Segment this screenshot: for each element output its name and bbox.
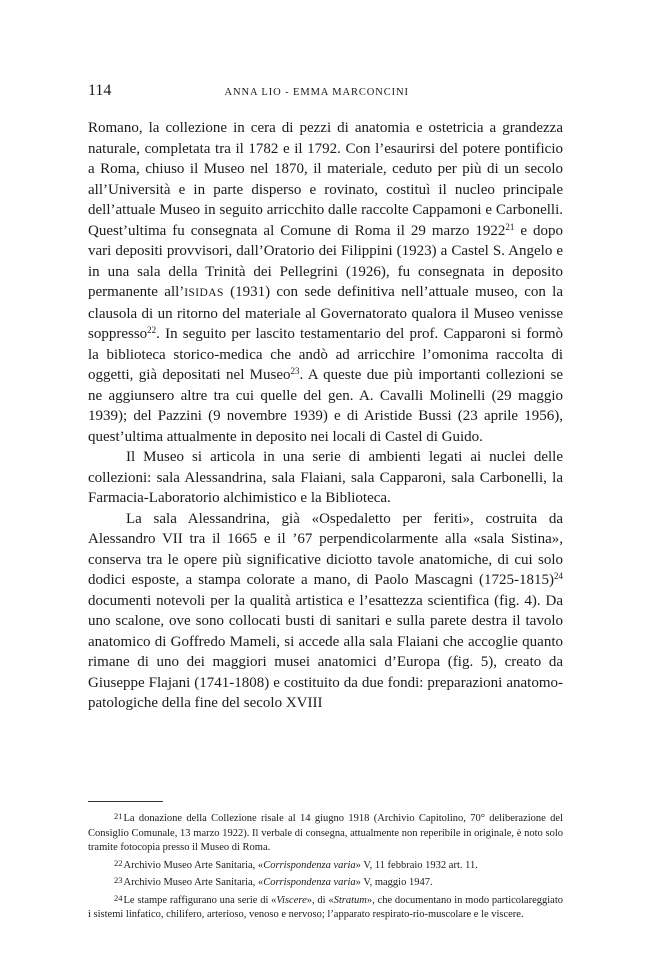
footnote-text: La donazione della Collezione risale al 14 giugno 1918 (Archivio Capitolino, 70° deliberazione del Consiglio Comunale, 13 marzo 1922). Il verbale di consegna, attualmente non reperibile in originale, è noto solo tramite fotocopia presso il Museo di Roma. — [88, 813, 563, 853]
footnote-ref[interactable]: 22 — [147, 325, 157, 335]
footnote-text: », che documentano in modo particolareggiato i sistemi linfatico, chilifero, arterioso, venoso e nervoso; l’apparato respirato-rio-muscolare e le viscere. — [88, 894, 563, 920]
footnote-separator — [88, 801, 163, 802]
footnote-italic: Stratum — [333, 894, 367, 906]
text-run: La sala Alessandrina, già «Ospedaletto per feriti», costruita da Alessandro VII tra il 1665 e il ’67 perpendicolarmente alla «sala Sistina», conserva tra le opere più significative diciotto tavole anatomiche, di cui solo dodici esposte, a stampa colorate a mano, di Paolo Mascagni (1725-1815) — [88, 510, 563, 588]
footnote-text: Le stampe raffigurano una serie di « — [123, 894, 277, 906]
body-text — [88, 118, 563, 714]
footnotes — [88, 809, 563, 923]
footnote-text: Archivio Museo Arte Sanitaria, « — [123, 859, 264, 871]
paragraph-1 — [88, 118, 563, 447]
small-caps-text: ISIDAS — [184, 287, 224, 299]
page-header — [88, 82, 562, 100]
footnote-number: 24 — [114, 892, 123, 903]
footnote-text: Archivio Museo Arte Sanitaria, « — [123, 877, 264, 888]
footnote-number: 22 — [114, 857, 123, 868]
text-run: . A queste due più importanti collezioni se ne aggiunsero altre tra cui quelle del gen. A. Cavalli Molinelli (29 maggio 1939); del Pazzini (9 novembre 1939) e di Aristide Bussi (23 aprile 1956), quest’ultima attualmente in deposito nei locali di Castel di Guido. — [88, 367, 564, 445]
footnote-italic: Viscere — [276, 894, 307, 906]
footnote-21 — [88, 809, 563, 856]
page-number: 114 — [88, 82, 112, 99]
footnote-number: 21 — [114, 811, 123, 821]
footnote-text: », di « — [306, 894, 334, 906]
footnote-24 — [88, 891, 563, 923]
paragraph-2: Il Museo si articola in una serie di ambienti legati ai nuclei delle collezioni: sala Alessandrina, sala Flaiani, sala Capparoni, sala Carbonelli, la Farmacia-Laboratorio alchimistico e la Biblioteca. — [88, 449, 563, 506]
text-run: (1931) con sede definitiva nell’attuale museo, con la clausola di un ritorno del materiale al Governatorato qualora il Museo venisse soppresso — [88, 284, 564, 342]
text-run: Romano, la collezione in cera di pezzi di anatomia e ostetricia a grandezza naturale, completata tra il 1782 e il 1792. Con l’esaurirsi del potere pontificio a Roma, chiuso il Museo nel 1870, il materiale, ceduto per più di un secolo all’Università e in parte disperso e rovinato, costituì il nucleo principale dell’attuale Museo in seguito arricchito dalle raccolte Cappamoni e Carbonelli. Quest’ultima fu consegnata al Comune di Roma il 29 marzo 1922 — [88, 120, 563, 239]
footnote-ref[interactable]: 23 — [290, 366, 300, 376]
text-run: documenti notevoli per la qualità artistica e l’esattezza scientifica (fig. 4). Da uno scalone, ove sono collocati busti di sanitari e sulla parete destra il tavolo anatomico di Goffredo Mameli, si accede alla sala Flaiani che accoglie quanto rimane di uno dei maggiori musei anatomici d’Europa (fig. 5), creato da Giuseppe Flajani (1741-1808) e costituito da due fondi: preparazioni anatomo-patologiche della fine del secolo XVIII — [88, 592, 563, 711]
footnote-italic: Corrispondenza varia — [263, 877, 356, 888]
footnote-text: » V, 11 febbraio 1932 art. 11. — [355, 859, 478, 871]
footnote-number: 23 — [114, 875, 123, 885]
text-run: . In seguito per lascito testamentario del prof. Capparoni si formò la biblioteca storico-medica che andò ad arricchire l’omonima raccolta di oggetti, già depositati nel Museo — [88, 326, 563, 383]
footnote-ref[interactable]: 21 — [505, 221, 515, 232]
footnote-ref[interactable]: 24 — [554, 571, 563, 581]
running-head: ANNA LIO - EMMA MARCONCINI — [224, 87, 409, 98]
paragraph-3 — [88, 509, 563, 714]
text-run: e dopo vari depositi provvisori, dall’Oratorio dei Filippini (1923) a Castel S. Angelo e in una sala della Trinità dei Pellegrini (1926), fu consegnata in deposito permanente all’ — [88, 222, 563, 300]
footnote-text: » V, maggio 1947. — [355, 877, 433, 888]
footnote-italic: Corrispondenza varia — [263, 859, 356, 871]
footnote-22 — [88, 856, 563, 874]
footnote-23 — [88, 873, 563, 891]
